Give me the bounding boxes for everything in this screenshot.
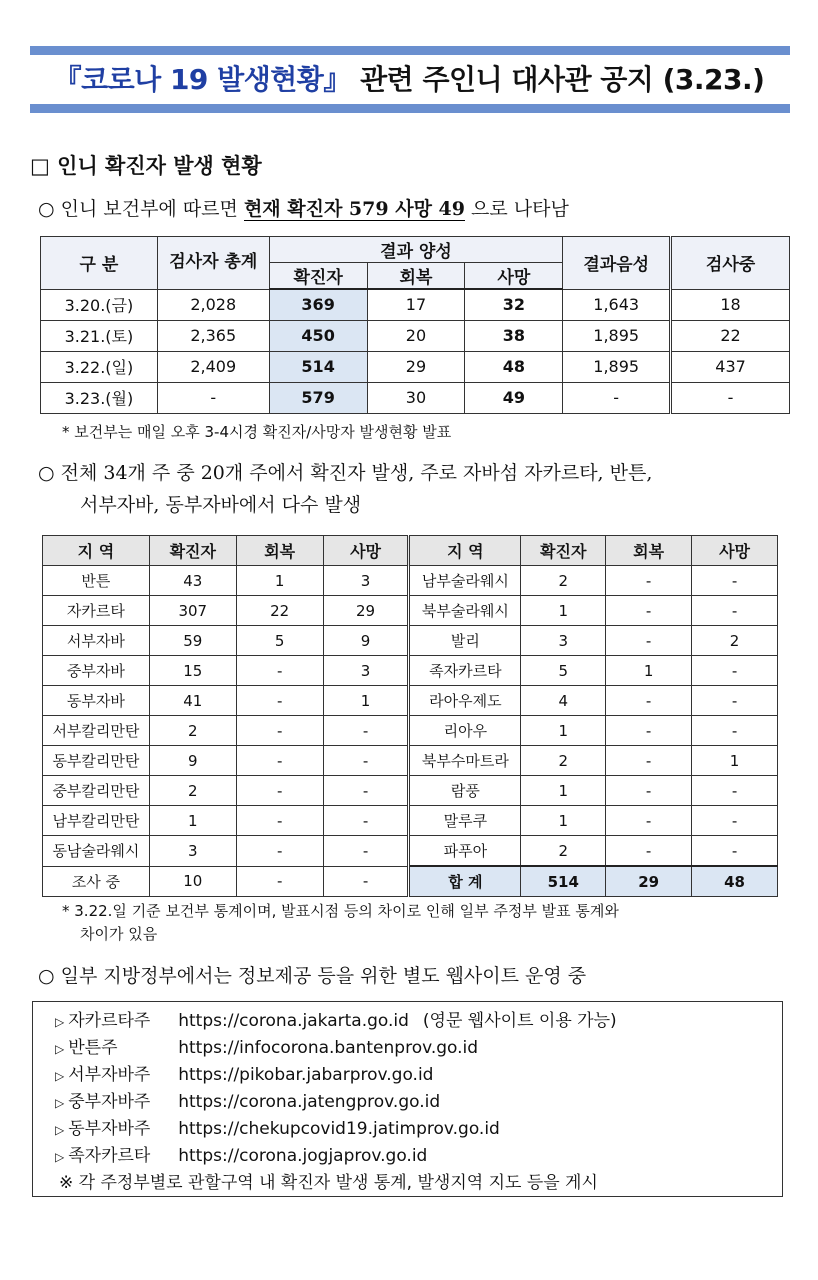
paragraph-current-status: ○ 인니 보건부에 따르면 현재 확진자 579 사망 49 으로 나타남 (38, 198, 569, 220)
cell-recovered: 17 (367, 289, 465, 320)
current-stats-emphasis: 현재 확진자 579 사망 49 (243, 198, 465, 220)
region-cell: 5 (521, 656, 606, 686)
region-cell: - (692, 656, 778, 686)
region-row (43, 806, 778, 836)
region-cell: 3 (149, 836, 236, 867)
region-header: 회복 (236, 536, 323, 566)
page-title (0, 58, 818, 98)
note-bogunbu: * 보건부는 매일 오후 3-4시경 확진자/사망자 발생현황 발표 (62, 423, 452, 441)
total-value: 29 (606, 866, 692, 897)
cell-total: 2,028 (157, 289, 269, 320)
total-value: 48 (692, 866, 778, 897)
cell-negative: 1,895 (563, 320, 671, 351)
region-cell: - (236, 656, 323, 686)
region-cell: 5 (236, 626, 323, 656)
region-cell: 동부칼리만탄 (43, 746, 150, 776)
triangle-bullet-icon: ▷ (55, 1123, 65, 1137)
cell-total: - (157, 382, 269, 413)
region-cell: - (323, 746, 409, 776)
header-recovered: 회복 (367, 263, 465, 290)
region-cell: 2 (521, 836, 606, 867)
table1-row (41, 320, 790, 351)
website-label: 자카르타주 (68, 1011, 151, 1031)
section-heading: □ 인니 확진자 발생 현황 (30, 154, 262, 178)
website-url[interactable]: https://corona.jakarta.go.id (178, 1011, 409, 1031)
region-cell: - (236, 776, 323, 806)
region-cell: - (323, 866, 409, 897)
region-cell: 10 (149, 866, 236, 897)
website-row (55, 1089, 782, 1116)
cell-negative: - (563, 382, 671, 413)
region-cell: - (323, 836, 409, 867)
region-cell: - (606, 716, 692, 746)
cell-confirmed: 514 (269, 351, 367, 382)
region-cell: - (692, 686, 778, 716)
region-cell: 서부칼리만탄 (43, 716, 150, 746)
region-header: 지 역 (43, 536, 150, 566)
website-url[interactable]: https://chekupcovid19.jatimprov.go.id (178, 1119, 500, 1139)
region-cell: 말루쿠 (409, 806, 521, 836)
region-cell: - (606, 626, 692, 656)
region-cell: 북부수마트라 (409, 746, 521, 776)
header-negative: 결과음성 (563, 237, 671, 290)
website-label: 반튼주 (68, 1038, 118, 1058)
region-row (43, 626, 778, 656)
website-label: 서부자바주 (68, 1065, 151, 1085)
region-cell: 2 (521, 746, 606, 776)
region-cell: - (692, 566, 778, 596)
region-cell: 동남술라웨시 (43, 836, 150, 867)
region-cell: 3 (521, 626, 606, 656)
region-cell: - (236, 866, 323, 897)
cell-testing: 18 (671, 289, 790, 320)
website-label: 동부자바주 (68, 1119, 151, 1139)
region-cell: - (692, 806, 778, 836)
website-row (55, 1116, 782, 1143)
cell-recovered: 30 (367, 382, 465, 413)
triangle-bullet-icon: ▷ (55, 1150, 65, 1164)
paragraph-websites: ○ 일부 지방정부에서는 정보제공 등을 위한 별도 웹사이트 운영 중 (38, 965, 587, 987)
website-row (55, 1062, 782, 1089)
cell-date: 3.23.(월) (41, 382, 158, 413)
region-cell: - (606, 596, 692, 626)
table1-row (41, 351, 790, 382)
cell-testing: 437 (671, 351, 790, 382)
region-cell: 15 (149, 656, 236, 686)
region-cell: 자카르타 (43, 596, 150, 626)
region-cell: 파푸아 (409, 836, 521, 867)
region-cell: 1 (521, 806, 606, 836)
region-cell: 29 (323, 596, 409, 626)
cell-deaths: 38 (465, 320, 563, 351)
total-value: 514 (521, 866, 606, 897)
region-cell: - (236, 746, 323, 776)
website-url[interactable]: https://pikobar.jabarprov.go.id (178, 1065, 434, 1085)
region-cell: 1 (692, 746, 778, 776)
region-cell: 2 (149, 716, 236, 746)
region-cell: 조사 중 (43, 866, 150, 897)
region-cell: 3 (323, 656, 409, 686)
region-cell: 307 (149, 596, 236, 626)
website-row (55, 1035, 782, 1062)
region-cell: 1 (521, 716, 606, 746)
website-label: 족자카르타 (68, 1146, 151, 1166)
table1-row (41, 382, 790, 413)
cell-testing: 22 (671, 320, 790, 351)
website-url[interactable]: https://corona.jatengprov.go.id (178, 1092, 441, 1112)
title-blue-part: 『코로나 19 발생현황』 (53, 63, 351, 96)
region-cell: 발리 (409, 626, 521, 656)
region-cell: 반튼 (43, 566, 150, 596)
region-cell: 라아우제도 (409, 686, 521, 716)
region-stats-table (42, 535, 778, 897)
region-cell: 1 (521, 596, 606, 626)
region-row (43, 596, 778, 626)
region-cell: 남부칼리만탄 (43, 806, 150, 836)
region-cell: - (236, 686, 323, 716)
cell-negative: 1,643 (563, 289, 671, 320)
region-cell: - (323, 806, 409, 836)
header-testing: 검사중 (671, 237, 790, 290)
header-tested-total: 검사자 총계 (157, 237, 269, 290)
header-confirmed: 확진자 (269, 263, 367, 290)
region-cell: - (606, 746, 692, 776)
region-header: 사망 (692, 536, 778, 566)
region-cell: 람풍 (409, 776, 521, 806)
cell-deaths: 32 (465, 289, 563, 320)
region-cell: 서부자바 (43, 626, 150, 656)
region-cell: 중부칼리만탄 (43, 776, 150, 806)
region-cell: 9 (149, 746, 236, 776)
cell-date: 3.21.(토) (41, 320, 158, 351)
region-header: 지 역 (409, 536, 521, 566)
region-row-last (43, 866, 778, 897)
region-row (43, 686, 778, 716)
region-cell: - (323, 716, 409, 746)
websites-box (32, 1001, 783, 1197)
cell-deaths: 48 (465, 351, 563, 382)
region-cell: 2 (149, 776, 236, 806)
region-row (43, 776, 778, 806)
title-top-bar (30, 46, 790, 55)
region-header: 회복 (606, 536, 692, 566)
region-row (43, 836, 778, 867)
region-cell: 남부술라웨시 (409, 566, 521, 596)
region-cell: - (236, 836, 323, 867)
region-cell: 22 (236, 596, 323, 626)
region-cell: 1 (521, 776, 606, 806)
total-label: 합 계 (409, 866, 521, 897)
website-row (55, 1008, 782, 1035)
region-cell: 43 (149, 566, 236, 596)
triangle-bullet-icon: ▷ (55, 1042, 65, 1056)
cell-date: 3.22.(일) (41, 351, 158, 382)
region-cell: - (323, 776, 409, 806)
daily-stats-table (40, 236, 790, 414)
region-header: 사망 (323, 536, 409, 566)
region-cell: 리아우 (409, 716, 521, 746)
title-bottom-bar (30, 104, 790, 113)
region-cell: - (692, 596, 778, 626)
region-cell: 4 (521, 686, 606, 716)
region-header: 확진자 (149, 536, 236, 566)
note-statistics: * 3.22.일 기준 보건부 통계이며, 발표시점 등의 차이로 인해 일부 주정부 발표 통계와 차이가 있음 (62, 902, 619, 943)
cell-testing: - (671, 382, 790, 413)
region-cell: 1 (606, 656, 692, 686)
cell-confirmed: 369 (269, 289, 367, 320)
website-extra: (영문 웹사이트 이용 가능) (422, 1011, 617, 1031)
triangle-bullet-icon: ▷ (55, 1015, 65, 1029)
website-url[interactable]: https://infocorona.bantenprov.go.id (178, 1038, 479, 1058)
cell-date: 3.20.(금) (41, 289, 158, 320)
header-category: 구 분 (41, 237, 158, 290)
region-cell: 2 (692, 626, 778, 656)
region-cell: - (236, 716, 323, 746)
title-rest: 관련 주인니 대사관 공지 (3.23.) (360, 63, 765, 96)
region-cell: 중부자바 (43, 656, 150, 686)
website-label: 중부자바주 (68, 1092, 151, 1112)
region-cell: 1 (236, 566, 323, 596)
region-cell: 59 (149, 626, 236, 656)
region-cell: 1 (149, 806, 236, 836)
website-url[interactable]: https://corona.jogjaprov.go.id (178, 1146, 428, 1166)
region-cell: 2 (521, 566, 606, 596)
region-cell: 3 (323, 566, 409, 596)
cell-total: 2,365 (157, 320, 269, 351)
header-positive-group: 결과 양성 (269, 237, 563, 263)
region-row (43, 566, 778, 596)
websites-note: ※ 각 주정부별로 관할구역 내 확진자 발생 통계, 발생지역 지도 등을 게시 (59, 1173, 598, 1193)
region-row (43, 656, 778, 686)
region-cell: - (606, 686, 692, 716)
region-cell: 동부자바 (43, 686, 150, 716)
region-cell: 9 (323, 626, 409, 656)
table1-row (41, 289, 790, 320)
cell-total: 2,409 (157, 351, 269, 382)
cell-confirmed: 579 (269, 382, 367, 413)
region-cell: 41 (149, 686, 236, 716)
region-cell: - (606, 836, 692, 867)
website-row (55, 1143, 782, 1170)
cell-negative: 1,895 (563, 351, 671, 382)
region-cell: - (606, 566, 692, 596)
paragraph-regions: ○ 전체 34개 주 중 20개 주에서 확진자 발생, 주로 자바섬 자카르타, 반튼, 서부자바, 동부자바에서 다수 발생 (38, 462, 653, 516)
region-cell: - (692, 776, 778, 806)
region-cell: - (236, 806, 323, 836)
triangle-bullet-icon: ▷ (55, 1069, 65, 1083)
region-cell: 북부술라웨시 (409, 596, 521, 626)
region-row (43, 716, 778, 746)
region-cell: - (606, 806, 692, 836)
region-row (43, 746, 778, 776)
triangle-bullet-icon: ▷ (55, 1096, 65, 1110)
region-header: 확진자 (521, 536, 606, 566)
cell-confirmed: 450 (269, 320, 367, 351)
cell-deaths: 49 (465, 382, 563, 413)
cell-recovered: 20 (367, 320, 465, 351)
region-cell: 1 (323, 686, 409, 716)
region-cell: - (606, 776, 692, 806)
header-deaths: 사망 (465, 263, 563, 290)
cell-recovered: 29 (367, 351, 465, 382)
region-cell: - (692, 836, 778, 867)
region-cell: - (692, 716, 778, 746)
region-cell: 족자카르타 (409, 656, 521, 686)
